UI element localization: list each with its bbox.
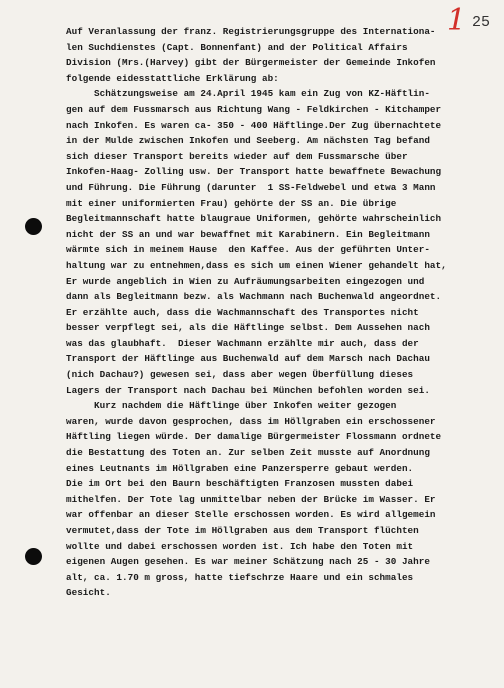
document-body	[66, 24, 496, 601]
text-line: Division (Mrs.(Harvey) gibt der Bürgermeister der Gemeinde Inkofen	[66, 57, 436, 69]
text-line: waren, wurde davon gesprochen, dass im Höllgraben ein erschossener	[66, 415, 436, 427]
text-line: Transport der Häftlinge aus Buchenwald auf dem Marsch nach Dachau	[66, 353, 430, 365]
text-line: Die im Ort bei den Baurn beschäftigten Franzosen mussten dabei	[66, 478, 414, 490]
text-line: und Führung. Die Führung (darunter 1 SS-Feldwebel und etwa 3 Mann	[66, 181, 436, 193]
text-line: eigenen Augen gesehen. Es war meiner Schätzung nach 25 - 30 Jahre	[66, 556, 430, 568]
text-line: wärmte sich in meinem Hause den Kaffee. Aus der geführten Unter-	[66, 244, 430, 256]
text-line: Inkofen-Haag- Zolling usw. Der Transport hatte bewaffnete Bewachung	[66, 166, 442, 178]
text-line: besser verpflegt sei, als die Häftlinge selbst. Dem Aussehen nach	[66, 322, 430, 334]
text-line: Kurz nachdem die Häftlinge über Inkofen weiter gezogen	[66, 400, 397, 412]
punch-hole-top	[25, 218, 42, 235]
text-line: Häftling liegen würde. Der damalige Bürgermeister Flossmann ordnete	[66, 431, 442, 443]
text-line: Schätzungsweise am 24.April 1945 kam ein Zug von KZ-Häftlin-	[66, 88, 430, 100]
text-line: dann als Begleitmann bezw. als Wachmann nach Buchenwald angeordnet.	[66, 291, 442, 303]
text-line: was das glaubhaft. Dieser Wachmann erzählte mir auch, dass der	[66, 337, 419, 349]
text-line: gen auf dem Fussmarsch aus Richtung Wang - Feldkirchen - Kitchamper	[66, 103, 442, 115]
text-line: sich dieser Transport bereits wieder auf dem Fussmarsche über	[66, 150, 408, 162]
text-line: wollte und dabei erschossen worden ist. Ich habe den Toten mit	[66, 540, 414, 552]
text-line: die Bestattung des Toten an. Zur selben Zeit musste auf Anordnung	[66, 447, 430, 459]
text-line: Lagers der Transport nach Dachau bei München befohlen worden sei.	[66, 384, 430, 396]
text-line: in der Mulde zwischen Inkofen und Seeberg. Am nächsten Tag befand	[66, 135, 430, 147]
text-line: len Suchdienstes (Capt. Bonnenfant) and der Political Affairs	[66, 41, 408, 53]
text-line: Auf Veranlassung der franz. Registrierungsgruppe des Internationa-	[66, 26, 436, 37]
text-line: mithelfen. Der Tote lag unmittelbar neben der Brücke im Wasser. Er	[66, 493, 436, 505]
text-line: nicht der SS an und war bewaffnet mit Karabinern. Ein Begleitmann	[66, 228, 430, 240]
typed-page-number: 25	[471, 14, 490, 31]
text-line: vermutet,dass der Tote im Höllgraben aus dem Transport flüchten	[66, 525, 419, 536]
text-line: Gesicht.	[66, 587, 111, 599]
text-line: haltung war zu entnehmen,dass es sich um einen Wiener gehandelt hat,	[66, 259, 447, 271]
text-line: (nich Dachau?) gewesen sei, dass aber wegen Überfüllung dieses	[66, 369, 414, 381]
punch-hole-bottom	[25, 548, 42, 565]
text-line: war offenbar an dieser Stelle erschossen worden. Es wird allgemein	[66, 509, 436, 521]
text-line: Er wurde angeblich in Wien zu Aufräumungsarbeiten eingezogen und	[66, 275, 425, 287]
text-line: mit einer uniformierten Frau) gehörte der SS an. Die übrige	[66, 197, 397, 209]
text-line: nach Inkofen. Es waren ca- 350 - 400 Häftlinge.Der Zug übernachtete	[66, 119, 442, 131]
text-line: alt, ca. 1.70 m gross, hatte tiefschrze Haare und ein schmales	[66, 571, 414, 583]
text-line: Er erzählte auch, dass die Wachmannschaft des Transportes nicht	[66, 306, 419, 318]
text-line: folgende eidesstattliche Erklärung ab:	[66, 72, 279, 84]
text-line: eines Leutnants im Höllgraben eine Panzersperre gebaut werden.	[66, 462, 414, 474]
handwritten-page-number: 1	[446, 3, 466, 38]
text-line: Begleitmannschaft hatte blaugraue Uniformen, gehörte wahrscheinlich	[66, 213, 442, 225]
